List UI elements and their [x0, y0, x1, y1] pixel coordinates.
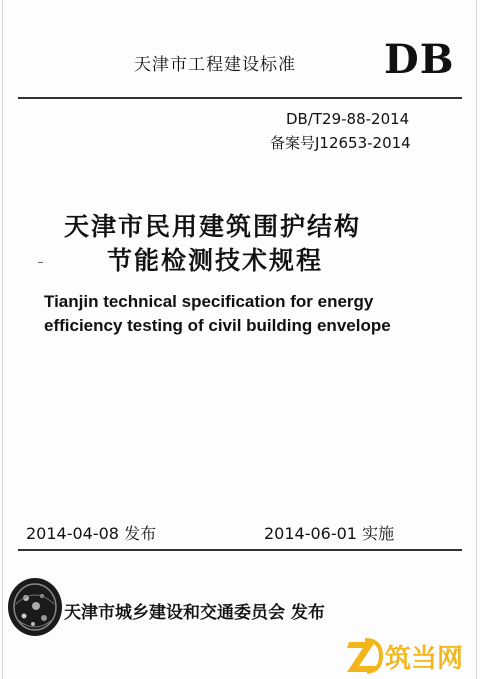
right-edge-line	[476, 0, 477, 679]
left-edge-line	[2, 0, 3, 679]
watermark-text: 筑当网	[385, 644, 464, 674]
top-rule	[18, 97, 462, 99]
standard-number: DB/T29-88-2014	[286, 110, 410, 128]
standard-label: 天津市工程建设标准	[134, 55, 296, 75]
db-mark: DB	[384, 36, 455, 83]
record-number: 备案号J12653-2014	[270, 134, 411, 152]
watermark-logo	[345, 636, 475, 674]
bottom-rule	[18, 549, 462, 551]
publisher-name: 天津市城乡建设和交通委员会 发布	[64, 603, 325, 623]
stray-mark	[38, 262, 43, 263]
title-en-line1: Tianjin technical specification for energy	[44, 292, 374, 311]
implement-date: 2014-06-01 实施	[264, 524, 395, 543]
title-cn-line2: 节能检测技术规程	[107, 246, 324, 275]
title-en-line2: efficiency testing of civil building envelope	[44, 316, 391, 335]
seal-emblem-icon	[6, 576, 64, 638]
title-cn-line1: 天津市民用建筑围护结构	[64, 212, 362, 241]
issue-date: 2014-04-08 发布	[26, 524, 157, 543]
